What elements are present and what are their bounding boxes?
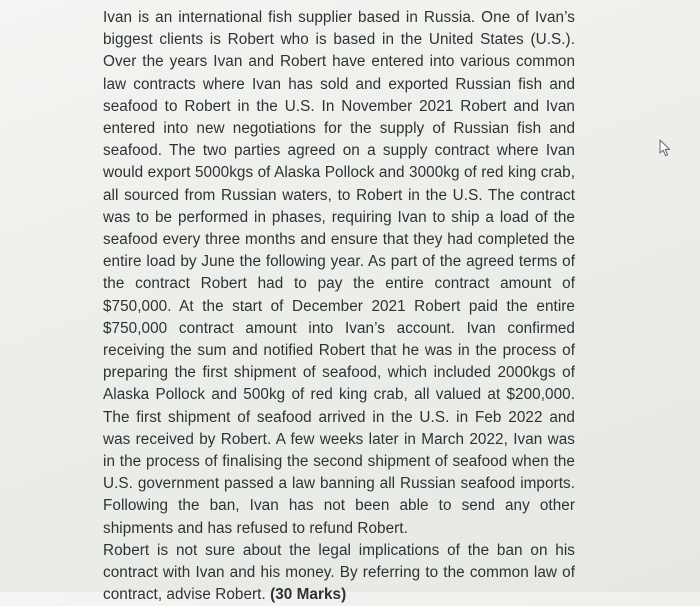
marks-label: (30 Marks)	[270, 586, 347, 604]
mouse-pointer-icon	[658, 138, 674, 158]
question-text: Robert is not sure about the legal implications of the ban on his contract with Ivan and his money. By referring to the common law of contract, advise Robert.	[103, 541, 575, 604]
scenario-paragraph: Ivan is an international fish supplier based in Russia. One of Ivan’s biggest clients is Robert who is based in the United States (U.S.). Over the years Ivan and Robert have entered into various common law contracts where Ivan has sold and exported Russian fish and seafood to Robert in the U.S. In November 2021 Robert and Ivan entered into new negotiations for the supply of Russian fish and seafood. The two parties agreed on a supply contract where Ivan would export 5000kgs of Alaska Pollock and 3000kg of red king crab, all sourced from Russian waters, to Robert in the U.S. The contract was to be performed in phases, requiring Ivan to ship a load of the seafood every three months and ensure that they had completed the entire load by June the following year. As part of the agreed terms of the contract Robert had to pay the entire contract amount of $750,000. At the start of December 2021 Robert paid the entire $750,000 contract amount into Ivan’s account. Ivan confirmed receiving the sum and notified Robert that he was in the process of preparing the first shipment of seafood, which included 2000kgs of Alaska Pollock and 500kg of red king crab, all valued at $200,000. The first shipment of seafood arrived in the U.S. in Feb 2022 and was received by Robert. A few weeks later in March 2022, Ivan was in the process of finalising the second shipment of seafood when the U.S. government passed a law banning all Russian seafood imports. Following the ban, Ivan has not been able to send any other shipments and has refused to refund Robert.	[103, 9, 575, 537]
question-document	[103, 7, 575, 606]
question-paragraph	[103, 540, 575, 606]
